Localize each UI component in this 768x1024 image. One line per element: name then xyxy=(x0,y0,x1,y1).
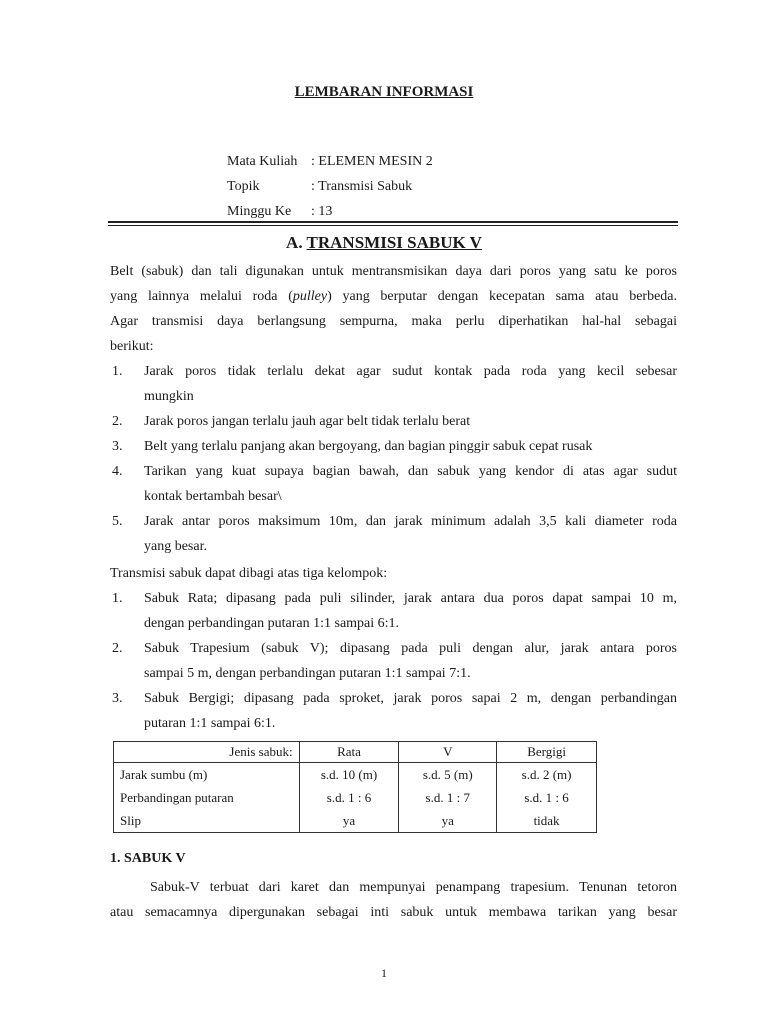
table-row xyxy=(114,763,597,787)
intro-text: yang lainnya melalui roda ( xyxy=(110,289,293,304)
meta-value: : 13 xyxy=(311,204,333,219)
list-text: Tarikan yang kuat supaya bagian bawah, dan sabuk yang kendor di atas agar sudut xyxy=(144,464,677,479)
table-header-cell: V xyxy=(399,742,497,763)
table-cell: s.d. 1 : 7 xyxy=(399,786,497,809)
list-number: 1. xyxy=(112,591,123,606)
meta-value: : ELEMEN MESIN 2 xyxy=(311,154,433,169)
table-header-row xyxy=(114,742,597,763)
groups-list xyxy=(112,586,677,736)
table-cell: s.d. 1 : 6 xyxy=(299,786,399,809)
section-a-prefix: A. xyxy=(286,233,303,252)
intro-line: berikut: xyxy=(110,339,154,354)
table-cell: s.d. 2 (m) xyxy=(497,763,597,787)
intro-paragraph xyxy=(110,259,677,359)
list-number: 4. xyxy=(112,464,123,479)
intro-line xyxy=(110,284,677,309)
list-item xyxy=(112,586,677,636)
meta-row-topic xyxy=(227,179,412,195)
table-cell: Slip xyxy=(114,809,300,833)
meta-row-course xyxy=(227,154,433,170)
list-item xyxy=(112,686,677,736)
table-cell: s.d. 10 (m) xyxy=(299,763,399,787)
list-text: sampai 5 m, dengan perbandingan putaran 1:1 sampai 7:1. xyxy=(144,666,471,681)
meta-label: Topik xyxy=(227,179,260,194)
list-item xyxy=(112,459,677,509)
section-a-heading: TRANSMISI SABUK V xyxy=(306,233,482,252)
meta-value: : Transmisi Sabuk xyxy=(311,179,413,194)
list-text: yang besar. xyxy=(144,539,207,554)
table-header-cell: Jenis sabuk: xyxy=(114,742,300,763)
list-item xyxy=(112,509,677,559)
section-1-paragraph xyxy=(110,875,677,925)
paragraph-line: Sabuk-V terbuat dari karet dan mempunyai penampang trapesium. Tenunan tetoron xyxy=(150,880,677,895)
list-item xyxy=(112,409,677,434)
table-cell: Jarak sumbu (m) xyxy=(114,763,300,787)
requirements-list xyxy=(112,359,677,559)
table-header-cell: Bergigi xyxy=(497,742,597,763)
list-text: Sabuk Trapesium (sabuk V); dipasang pada puli dengan alur, jarak antara poros xyxy=(144,641,677,656)
header-divider-thin xyxy=(108,225,678,226)
intro-line: Belt (sabuk) dan tali digunakan untuk mentransmisikan daya dari poros yang satu ke poros xyxy=(110,264,677,279)
list-text: mungkin xyxy=(144,389,194,404)
list-item xyxy=(112,434,677,459)
list-text: kontak bertambah besar\ xyxy=(144,489,282,504)
table-cell: Perbandingan putaran xyxy=(114,786,300,809)
groups-intro: Transmisi sabuk dapat dibagi atas tiga kelompok: xyxy=(110,566,388,581)
intro-text: ) yang berputar dengan kecepatan sama atau berbeda. xyxy=(327,289,677,304)
table-cell: s.d. 1 : 6 xyxy=(497,786,597,809)
table-row xyxy=(114,786,597,809)
list-number: 1. xyxy=(112,364,123,379)
table-cell: ya xyxy=(299,809,399,833)
page-title: LEMBARAN INFORMASI xyxy=(294,84,474,100)
meta-row-week xyxy=(227,204,332,220)
list-number: 3. xyxy=(112,439,123,454)
list-text: Jarak poros jangan terlalu jauh agar belt tidak terlalu berat xyxy=(144,414,471,429)
table-header-cell: Rata xyxy=(299,742,399,763)
list-number: 2. xyxy=(112,414,123,429)
list-number: 2. xyxy=(112,641,123,656)
header-divider-thick xyxy=(108,221,678,223)
table-cell: tidak xyxy=(497,809,597,833)
intro-line: Agar transmisi daya berlangsung sempurna, maka perlu diperhatikan hal-hal sebagai xyxy=(110,314,677,329)
list-text: Jarak antar poros maksimum 10m, dan jarak minimum adalah 3,5 kali diameter roda xyxy=(144,514,677,529)
list-text: dengan perbandingan putaran 1:1 sampai 6:1. xyxy=(144,616,400,631)
paragraph-line: atau semacamnya dipergunakan sebagai inti sabuk untuk membawa tarikan yang besar xyxy=(110,905,677,920)
table-cell: s.d. 5 (m) xyxy=(399,763,497,787)
list-number: 5. xyxy=(112,514,123,529)
meta-label: Mata Kuliah xyxy=(227,154,298,169)
list-text: Sabuk Bergigi; dipasang pada sproket, jarak poros sapai 2 m, dengan perbandingan xyxy=(144,691,677,706)
meta-label: Minggu Ke xyxy=(227,204,292,219)
belt-comparison-table xyxy=(113,741,597,833)
list-item xyxy=(112,359,677,409)
list-number: 3. xyxy=(112,691,123,706)
list-text: Sabuk Rata; dipasang pada puli silinder, jarak antara dua poros dapat sampai 10 m, xyxy=(144,591,677,606)
section-1-title: 1. SABUK V xyxy=(110,851,186,866)
intro-italic-term: pulley xyxy=(292,289,328,304)
table-row xyxy=(114,809,597,833)
list-text: Belt yang terlalu panjang akan bergoyang, dan bagian pinggir sabuk cepat rusak xyxy=(144,439,593,454)
list-text: Jarak poros tidak terlalu dekat agar sudut kontak pada roda yang kecil sebesar xyxy=(144,364,677,379)
list-text: putaran 1:1 sampai 6:1. xyxy=(144,716,276,731)
table-cell: ya xyxy=(399,809,497,833)
section-a-title xyxy=(0,233,768,253)
list-item xyxy=(112,636,677,686)
page-number: 1 xyxy=(381,966,387,980)
